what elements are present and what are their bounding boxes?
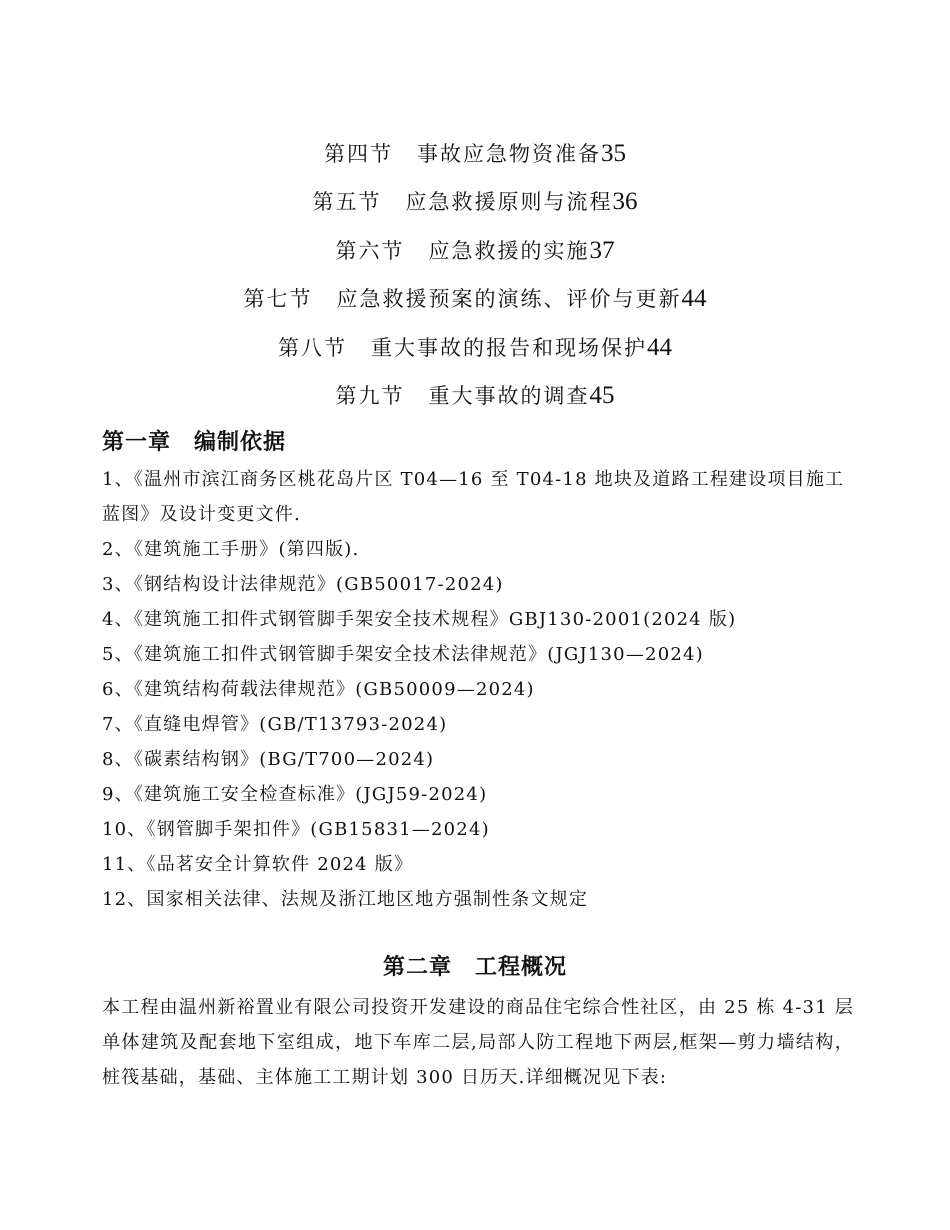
- reference-item: 1、《温州市滨江商务区桃花岛片区 T04—16 至 T04-18 地块及道路工程建设项目施工蓝图》及设计变更文件.: [102, 469, 845, 525]
- toc-section: 第七节: [243, 287, 313, 312]
- toc-entry[interactable]: [0, 231, 950, 279]
- toc-page-number: 44: [681, 285, 707, 313]
- toc-page-number: 45: [589, 381, 615, 409]
- toc-section: 第九节: [335, 383, 405, 408]
- reference-item: 5、《建筑施工扣件式钢管脚手架安全技术法律规范》(JGJ130—2024): [102, 644, 704, 665]
- reference-item: 6、《建筑结构荷载法律规范》(GB50009—2024): [102, 679, 535, 700]
- reference-item: 12、国家相关法律、法规及浙江地区地方强制性条文规定: [102, 889, 589, 910]
- chapter-1-heading: 第一章 编制依据: [102, 430, 287, 455]
- reference-item: 9、《建筑施工安全检查标准》(JGJ59-2024): [102, 784, 488, 805]
- toc-title: 重大事故的报告和现场保护: [371, 335, 647, 360]
- toc-title: 应急救援预案的演练、评价与更新: [336, 287, 682, 312]
- toc-section: 第五节: [312, 190, 382, 215]
- toc-title: 重大事故的调查: [428, 383, 590, 408]
- reference-item: 10、《钢管脚手架扣件》(GB15831—2024): [102, 819, 490, 840]
- toc-entry[interactable]: [0, 328, 950, 376]
- project-overview-paragraph: 本工程由温州新裕置业有限公司投资开发建设的商品住宅综合性社区，由 25 栋 4-31 层单体建筑及配套地下室组成，地下车库二层,局部人防工程地下两层,框架—剪力墙结构，桩筏基础，基础、主体施工工期计划 300 日历天.详细概况见下表:: [102, 997, 854, 1088]
- reference-item: 4、《建筑施工扣件式钢管脚手架安全技术规程》GBJ130-2001(2024 版): [102, 609, 737, 630]
- reference-item: 3、《钢结构设计法律规范》(GB50017-2024): [102, 574, 504, 595]
- toc-section: 第四节: [324, 142, 393, 166]
- toc-entry[interactable]: [0, 134, 950, 182]
- toc-page-number: 44: [647, 333, 672, 361]
- toc-title: 事故应急物资准备: [417, 142, 601, 166]
- toc-entry[interactable]: [0, 279, 950, 327]
- toc-page-number: 36: [612, 188, 638, 216]
- reference-list: [102, 462, 862, 917]
- table-of-contents: [0, 134, 950, 424]
- toc-section: 第八节: [278, 335, 347, 360]
- reference-item: 2、《建筑施工手册》(第四版).: [102, 539, 360, 560]
- toc-title: 应急救援原则与流程: [405, 190, 613, 215]
- toc-title: 应急救援的实施: [428, 238, 590, 263]
- toc-entry[interactable]: [0, 182, 950, 230]
- chapter-2-heading: 第二章 工程概况: [382, 955, 567, 980]
- reference-item: 8、《碳素结构钢》(BG/T700—2024): [102, 749, 435, 770]
- toc-entry[interactable]: [0, 376, 950, 424]
- toc-page-number: 37: [589, 236, 615, 264]
- toc-page-number: 35: [601, 140, 626, 167]
- reference-item: 11、《品茗安全计算软件 2024 版》: [102, 854, 414, 875]
- toc-section: 第六节: [335, 238, 405, 263]
- reference-item: 7、《直缝电焊管》(GB/T13793-2024): [102, 714, 448, 735]
